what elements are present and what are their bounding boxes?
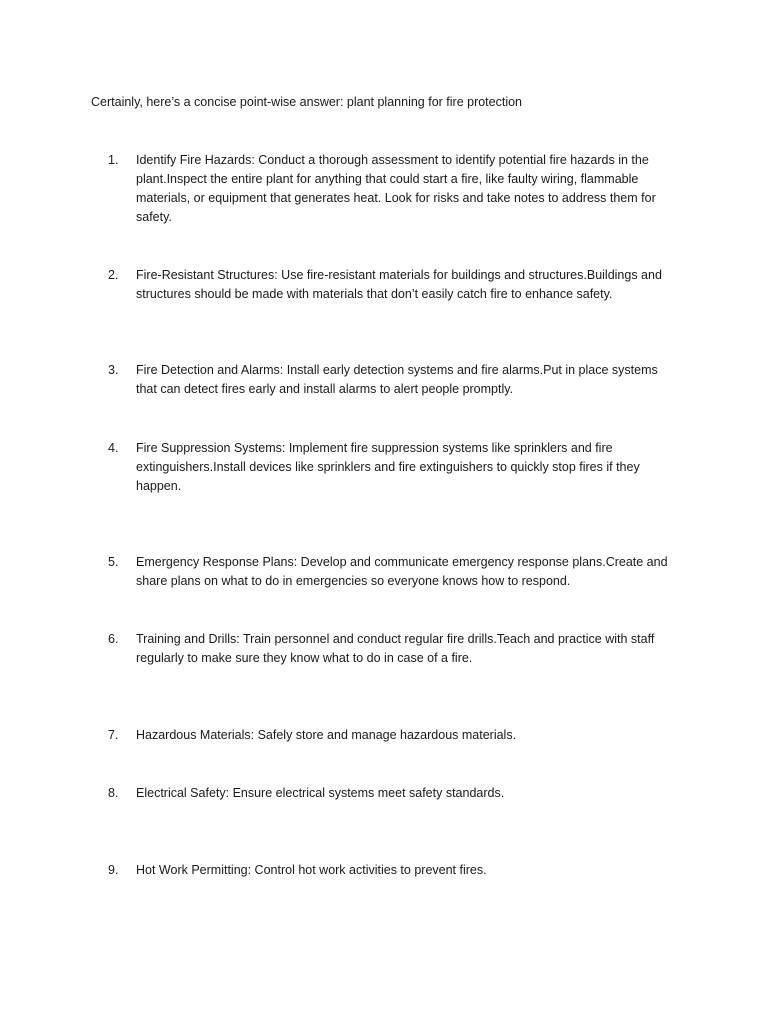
list-item-number: 2. [108,268,119,282]
list-item-text: Emergency Response Plans: Develop and communicate emergency response plans.Create and share plans on what to do in emergencies so everyone knows how to respond. [136,555,668,588]
list-item-text: Training and Drills: Train personnel and conduct regular fire drills.Teach and practice with staff regularly to make sure they know what to do in case of a fire. [136,632,655,665]
list-item-number: 6. [108,632,119,646]
list-item-number: 7. [108,728,119,742]
list-item-text: Electrical Safety: Ensure electrical systems meet safety standards. [136,786,505,800]
list-item-number: 9. [108,863,119,877]
list-item-text: Identify Fire Hazards: Conduct a thorough assessment to identify potential fire hazards in the plant.Inspect the entire plant for anything that could start a fire, like faulty wiring, flammable materials, or equipment that generates heat. Look for risks and take notes to address them for safety. [136,153,656,224]
list-item-text: Hazardous Materials: Safely store and manage hazardous materials. [136,728,517,742]
list-item-text: Fire Suppression Systems: Implement fire suppression systems like sprinklers and fire extinguishers.Install devices like sprinklers and fire extinguishers to quickly stop fires if they happen. [136,441,640,493]
list-item-number: 4. [108,441,119,455]
list-item-text: Fire-Resistant Structures: Use fire-resistant materials for buildings and structures.Buildings and structures should be made with materials that don’t easily catch fire to enhance safety. [136,268,662,301]
list-item-number: 1. [108,153,119,167]
list-item-text: Fire Detection and Alarms: Install early detection systems and fire alarms.Put in place systems that can detect fires early and install alarms to alert people promptly. [136,363,658,396]
intro-paragraph: Certainly, here’s a concise point-wise answer: plant planning for fire protection [91,95,523,109]
list-item-number: 8. [108,786,119,800]
list-item-number: 3. [108,363,119,377]
list-item-text: Hot Work Permitting: Control hot work activities to prevent fires. [136,863,487,877]
list-item-number: 5. [108,555,119,569]
